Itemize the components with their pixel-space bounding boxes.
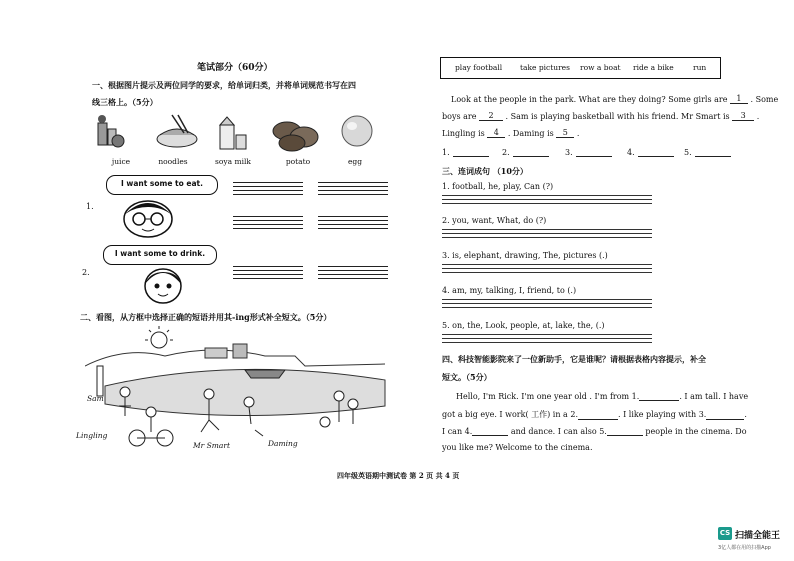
- q1-title-line1: 一、根据图片提示及两位同学的要求，给单词归类，并将单词规范书写在四: [92, 80, 356, 90]
- writing-lines-1b[interactable]: [318, 182, 388, 198]
- rick-blank-4[interactable]: [472, 426, 508, 436]
- phrase-take-pictures: take pictures: [520, 63, 570, 72]
- speech-bubble-eat: I want some to eat.: [106, 175, 218, 195]
- rick-line-1: Hello, I'm Rick. I'm one year old . I'm from 1. . I am tall. I have: [456, 392, 749, 401]
- passage-blank-3[interactable]: 3: [732, 111, 754, 121]
- sentence-prompt-3: 3. is, elephant, drawing, The, pictures (.): [442, 251, 608, 260]
- sentence-line-5c[interactable]: [442, 342, 652, 343]
- camscanner-name: 扫描全能王: [735, 531, 781, 541]
- sentence-line-1a[interactable]: [442, 195, 652, 196]
- sentence-line-1b[interactable]: [442, 199, 652, 200]
- rick-blank-1[interactable]: [639, 391, 679, 401]
- sentence-line-5a[interactable]: [442, 334, 652, 335]
- boy-with-glasses-icon: [117, 195, 179, 239]
- passage-line-1: Look at the people in the park. What are they doing? Some girls are 1 . Some: [451, 94, 779, 104]
- answer-label-1: 1.: [442, 148, 450, 157]
- rick-line-3: I can 4. and dance. I can also 5. people in the cinema. Do: [442, 427, 747, 436]
- phrase-ride-a-bike: ride a bike: [633, 63, 674, 72]
- answer-line-4[interactable]: [638, 156, 674, 157]
- passage-blank-1[interactable]: 1: [730, 94, 748, 104]
- rick-blank-3[interactable]: [706, 410, 744, 420]
- sentence-line-2b[interactable]: [442, 233, 652, 234]
- rick-line-2: got a big eye. I work( 工作) in a 2. . I like playing with 3. .: [442, 410, 747, 419]
- answer-line-1[interactable]: [453, 156, 489, 157]
- sentence-line-2c[interactable]: [442, 237, 652, 238]
- q4-title-line1: 四、科技智能影院来了一位新助手，它是谁呢？请根据表格内容提示，补全: [442, 354, 706, 364]
- sentence-line-4b[interactable]: [442, 303, 652, 304]
- answer-label-4: 4.: [627, 148, 635, 157]
- sentence-line-5b[interactable]: [442, 338, 652, 339]
- sentence-line-3c[interactable]: [442, 272, 652, 273]
- answer-line-3[interactable]: [576, 156, 612, 157]
- q1-title-line2: 线三格上。（5分）: [92, 97, 158, 107]
- phrase-run: run: [693, 63, 707, 72]
- soya-milk-icon: [220, 117, 246, 149]
- writing-lines-1c[interactable]: [233, 216, 303, 232]
- sentence-line-3b[interactable]: [442, 268, 652, 269]
- scene-label-sam: Sam: [87, 394, 104, 403]
- noodles-icon: [157, 115, 197, 147]
- food-label-soya-milk: soya milk: [215, 157, 251, 166]
- food-label-egg: egg: [347, 157, 363, 166]
- sentence-line-1c[interactable]: [442, 203, 652, 204]
- girl-face-icon: [140, 262, 186, 306]
- scene-label-mr-smart: Mr Smart: [193, 441, 230, 450]
- sentence-prompt-4: 4. am, my, talking, I, friend, to (.): [442, 286, 577, 295]
- sentence-line-4a[interactable]: [442, 299, 652, 300]
- food-label-potato: potato: [285, 157, 311, 166]
- food-label-juice: juice: [111, 157, 131, 166]
- sentence-line-2a[interactable]: [442, 229, 652, 230]
- scene-label-lingling: Lingling: [76, 431, 108, 440]
- phrase-play-football: play football: [455, 63, 503, 72]
- writing-lines-1a[interactable]: [233, 182, 303, 198]
- passage-blank-2[interactable]: 2: [479, 111, 503, 121]
- juice-icon: [98, 115, 124, 147]
- egg-icon: [342, 116, 372, 146]
- writing-lines-1d[interactable]: [318, 216, 388, 232]
- item-number-1: 1.: [86, 202, 94, 211]
- camscanner-logo-icon: CS: [718, 527, 732, 540]
- answer-line-5[interactable]: [695, 156, 731, 157]
- phrase-row-a-boat: row a boat: [580, 63, 621, 72]
- potato-icon: [273, 122, 318, 151]
- page-footer: 四年级英语期中测试卷 第 2 页 共 4 页: [337, 471, 460, 480]
- passage-line-2: boys are 2 . Sam is playing basketball with his friend. Mr Smart is 3 .: [442, 111, 760, 121]
- passage-blank-5[interactable]: 5: [556, 128, 574, 138]
- food-pictures: [92, 113, 382, 157]
- sentence-line-4c[interactable]: [442, 307, 652, 308]
- speech-bubble-drink: I want some to drink.: [103, 245, 217, 265]
- sentence-prompt-5: 5. on, the, Look, people, at, lake, the, (.): [442, 321, 605, 330]
- sentence-prompt-2: 2. you, want, What, do (?): [442, 216, 547, 225]
- q3-title: 三、连词成句 （10分）: [442, 166, 528, 176]
- rick-line-4: you like me? Welcome to the cinema.: [442, 443, 593, 452]
- passage-blank-4[interactable]: 4: [487, 128, 505, 138]
- sentence-prompt-1: 1. football, he, play, Can (?): [442, 182, 554, 191]
- passage-line-3: Lingling is 4 . Daming is 5 .: [442, 128, 580, 138]
- answer-label-5: 5.: [684, 148, 692, 157]
- part-title: 笔试部分（60分）: [197, 63, 273, 73]
- answer-label-3: 3.: [565, 148, 573, 157]
- rick-blank-5[interactable]: [607, 426, 643, 436]
- item-number-2: 2.: [82, 268, 90, 277]
- rick-blank-2[interactable]: [578, 410, 618, 420]
- sentence-line-3a[interactable]: [442, 264, 652, 265]
- q4-title-line2: 短文。（5分）: [442, 372, 492, 382]
- scene-label-daming: Daming: [268, 439, 298, 448]
- writing-lines-2b[interactable]: [318, 266, 388, 282]
- park-scene-picture: [85, 326, 390, 454]
- q2-title: 二、看图，从方框中选择正确的短语并用其-ing形式补全短文。（5分）: [80, 312, 332, 322]
- food-label-noodles: noodles: [158, 157, 188, 166]
- answer-line-2[interactable]: [513, 156, 549, 157]
- camscanner-tagline: 3亿人都在用的扫描App: [718, 545, 771, 551]
- answer-label-2: 2.: [502, 148, 510, 157]
- writing-lines-2a[interactable]: [233, 266, 303, 282]
